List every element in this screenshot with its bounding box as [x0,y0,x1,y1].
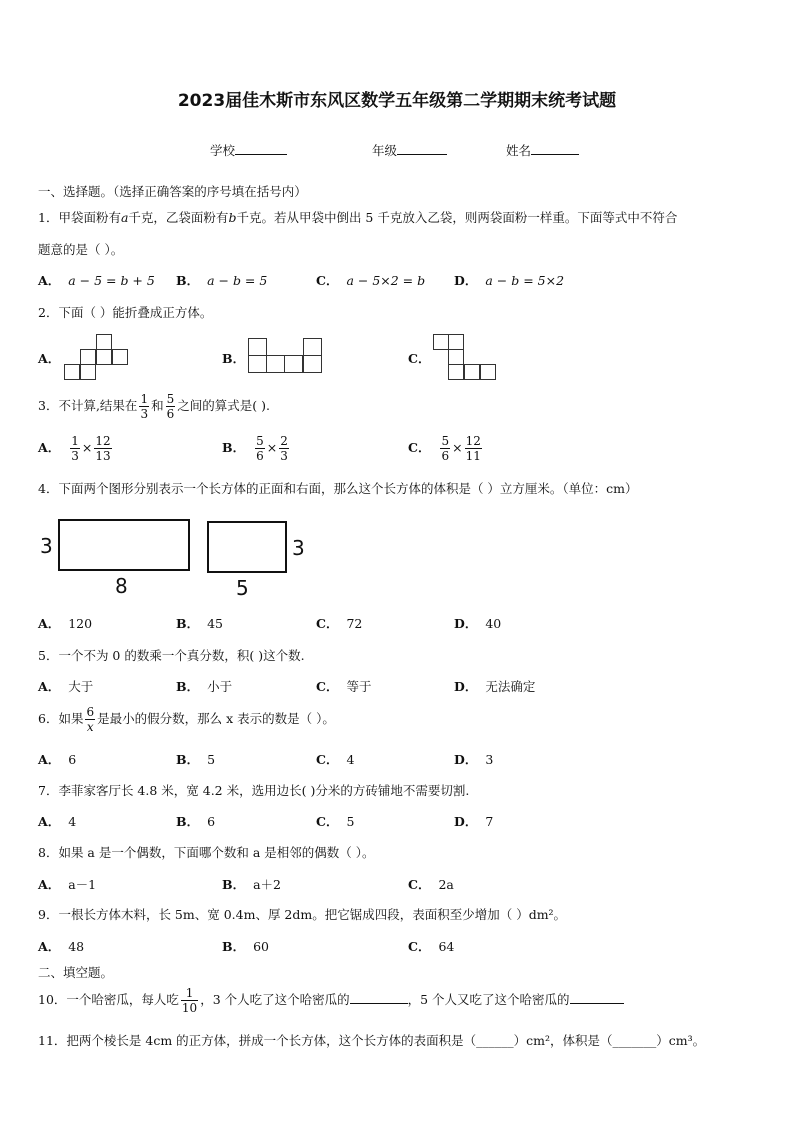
fraction [279,435,289,462]
opt-label: B． [176,752,200,767]
frac-den: 3 [71,449,79,463]
q11-stem: 11．把两个棱长是 4cm 的正方体，拼成一个长方体，这个长方体的表面积是（______）cm²，体积是（_______）cm³。 [38,1033,706,1048]
grade-blank[interactable] [397,142,447,155]
times-sign: × [81,440,93,455]
opt-label: B． [176,679,200,694]
q9-option-a[interactable] [38,937,84,955]
opt-label: C． [316,752,339,767]
opt-label: B． [176,616,200,631]
opt-label: B． [176,273,200,288]
opt-label: B． [222,440,246,455]
opt-label: A． [38,440,61,455]
opt-label: B． [222,877,246,892]
q1-var-b: b [228,210,237,225]
name-label: 姓名 [506,143,532,158]
opt-label: C． [408,877,431,892]
q8-b-text: a＋2 [253,877,281,892]
fraction [85,706,95,733]
q3-option-b[interactable] [222,435,291,462]
fraction [440,435,450,462]
q3-pre: 3．不计算,结果在 [38,398,138,413]
frac-num: 5 [441,434,450,448]
q10-mid2: ，5 个人又吃了这个哈密瓜的 [407,992,570,1007]
net-cell [248,338,267,356]
q8-option-c[interactable] [408,875,454,893]
net-cell [448,349,464,365]
opt-label: B． [222,351,246,366]
net-cell [80,349,96,365]
fraction [166,393,176,420]
q5-d-text: 无法确定 [485,679,536,694]
frac-den: 6 [441,449,450,463]
net-cell [112,349,128,365]
q2-stem: 2．下面（ ）能折叠成正方体。 [38,305,213,320]
q1-b-text: a − b = 5 [207,273,268,288]
side-height-label: 3 [292,536,305,560]
fraction [255,435,265,462]
frac-num: 1 [140,392,149,406]
q6-option-b[interactable] [176,750,215,768]
front-height-label: 3 [40,534,53,558]
q7-option-c[interactable] [316,812,354,830]
q10-mid: ，3 个人吃了这个哈密瓜的 [200,992,350,1007]
front-width-label: 8 [115,574,128,598]
opt-label: C． [316,616,339,631]
q4-option-b[interactable] [176,614,223,632]
q8-option-a[interactable] [38,875,96,893]
q6-a-text: 6 [68,752,77,767]
q6-option-d[interactable] [454,750,493,768]
q6-option-a[interactable] [38,750,76,768]
grade-field [372,141,447,159]
q3-stem [38,393,270,420]
q3-option-a[interactable] [38,435,114,462]
opt-label: A． [38,752,61,767]
q1-text-c: 千克。若从甲袋中倒出 5 千克放入乙袋，则两袋面粉一样重。下面等式中不符合 [236,210,678,225]
q9-stem: 9．一根长方体木料，长 5m、宽 0.4m、厚 2dm。把它锯成四段，表面积至少增加（ ）dm²。 [38,907,567,922]
q4-option-d[interactable] [454,614,501,632]
q5-option-c[interactable] [316,677,371,695]
opt-label: A． [38,616,61,631]
school-field [210,141,287,159]
frac-num: 5 [256,434,264,448]
q10-stem [38,987,624,1014]
q8-c-text: 2a [438,877,454,892]
section-1-heading: 一、选择题。（选择正确答案的序号填在括号内） [38,184,307,199]
opt-label: C． [316,814,339,829]
name-blank[interactable] [531,142,579,155]
q6-post: 是最小的假分数，那么 x 表示的数是（ ）。 [97,711,335,726]
fraction [181,987,198,1014]
q5-option-d[interactable] [454,677,535,695]
opt-label: B． [176,814,200,829]
frac-den: 10 [181,1001,198,1015]
net-cell [303,338,322,356]
section-2-heading: 二、填空题。 [38,965,114,980]
opt-label: C． [408,939,431,954]
q4-option-a[interactable] [38,614,92,632]
q5-b-text: 小于 [207,679,233,694]
fraction [94,435,111,462]
frac-den: 11 [465,449,481,463]
net-cell [448,364,464,380]
opt-label: D． [454,679,478,694]
fraction [465,435,482,462]
net-cell [64,364,80,380]
opt-label: D． [454,273,478,288]
frac-num: 6 [86,705,95,719]
opt-label: A． [38,273,61,288]
frac-num: 5 [166,392,175,406]
frac-den: 3 [140,407,149,421]
q1-stem-line2: 题意的是（ ）。 [38,242,124,257]
times-sign: × [452,440,463,455]
q5-stem: 5．一个不为 0 的数乘一个真分数，积( )这个数. [38,648,305,663]
q7-option-b[interactable] [176,812,215,830]
q8-option-b[interactable] [222,875,281,893]
q7-c-text: 5 [346,814,355,829]
side-width-label: 5 [236,576,249,600]
net-cell [96,334,112,350]
q7-stem: 7．李菲家客厅长 4.8 米，宽 4.2 米，选用边长( )分米的方砖铺地不需要切割. [38,783,470,798]
q1-stem-line1 [38,208,677,226]
net-cell [96,349,112,365]
q4-stem: 4．下面两个图形分别表示一个长方体的正面和右面，那么这个长方体的体积是（ ）立方厘米。（单位：cm） [38,481,638,496]
q8-a-text: a－1 [68,877,97,892]
q6-b-text: 5 [207,752,216,767]
side-view-rectangle [207,521,287,573]
q4-option-c[interactable] [316,614,362,632]
q5-c-text: 等于 [346,679,372,694]
q4-a-text: 120 [68,616,93,631]
frac-num: 2 [280,434,288,448]
frac-num: 12 [95,434,111,448]
q7-b-text: 6 [207,814,216,829]
opt-label: A． [38,351,61,366]
q6-pre: 6．如果 [38,711,84,726]
q7-a-text: 4 [68,814,77,829]
frac-den: 6 [166,407,175,421]
q1-text-b: 千克，乙袋面粉有 [128,210,229,225]
q9-b-text: 60 [253,939,269,954]
frac-den: 6 [256,449,264,463]
net-cell [448,334,464,350]
name-field [506,141,579,159]
q1-var-a: a [120,210,129,225]
q4-b-text: 45 [207,616,223,631]
q2-option-c[interactable] [408,349,438,367]
opt-label: B． [222,939,246,954]
q5-option-b[interactable] [176,677,232,695]
q1-text-a: 1．甲袋面粉有 [38,210,121,225]
q5-option-a[interactable] [38,677,93,695]
frac-den: x [86,720,94,734]
q6-stem [38,706,335,733]
opt-label: C． [408,440,431,455]
q5-a-text: 大于 [68,679,94,694]
q1-option-c[interactable] [316,271,425,289]
net-cell [248,355,267,373]
opt-label: A． [38,939,61,954]
q7-option-d[interactable] [454,812,493,830]
q10-blank-1[interactable] [350,991,408,1004]
q9-option-b[interactable] [222,937,269,955]
q6-option-c[interactable] [316,750,354,768]
times-sign: × [266,440,278,455]
q7-option-a[interactable] [38,812,76,830]
q1-d-text: a − b = 5×2 [485,273,565,288]
opt-label: C． [316,679,339,694]
q1-option-b[interactable] [176,271,267,289]
q6-c-text: 4 [346,752,355,767]
q10-blank-2[interactable] [570,991,624,1004]
q1-c-text: a − 5×2 = b [346,273,426,288]
fraction [139,393,149,420]
q10-pre: 10．一个哈密瓜，每人吃 [38,992,179,1007]
opt-label: A． [38,814,61,829]
opt-label: D． [454,616,478,631]
q1-option-d[interactable] [454,271,564,289]
q6-d-text: 3 [485,752,494,767]
net-cell [80,364,96,380]
q1-a-text: a − 5 = b + 5 [68,273,155,288]
frac-den: 13 [95,449,111,463]
q4-d-text: 40 [485,616,502,631]
frac-num: 1 [181,987,198,1001]
opt-label: C． [316,273,339,288]
net-cell [266,355,285,373]
net-cell [303,355,322,373]
school-blank[interactable] [235,142,287,155]
net-cell [464,364,480,380]
net-cell [480,364,496,380]
grade-label: 年级 [372,143,398,158]
net-cell [433,334,449,350]
frac-num: 1 [71,434,79,448]
opt-label: D． [454,752,478,767]
q4-c-text: 72 [346,616,363,631]
frac-num: 12 [465,434,481,448]
fraction [70,435,80,462]
front-view-rectangle [58,519,190,571]
q3-post: 之间的算式是( ). [177,398,270,413]
q7-d-text: 7 [485,814,494,829]
frac-den: 3 [280,449,288,463]
q3-mid: 和 [151,398,164,413]
opt-label: A． [38,679,61,694]
school-label: 学校 [210,143,236,158]
opt-label: C． [408,351,431,366]
q3-option-c[interactable] [408,435,484,462]
q9-option-c[interactable] [408,937,454,955]
net-cell [284,355,303,373]
q9-a-text: 48 [68,939,85,954]
q9-c-text: 64 [438,939,455,954]
page-title: 2023届佳木斯市东风区数学五年级第二学期期末统考试题 [177,91,617,111]
q8-stem: 8．如果 a 是一个偶数，下面哪个数和 a 是相邻的偶数（ ）。 [38,845,375,860]
opt-label: D． [454,814,478,829]
opt-label: A． [38,877,61,892]
q1-option-a[interactable] [38,271,155,289]
